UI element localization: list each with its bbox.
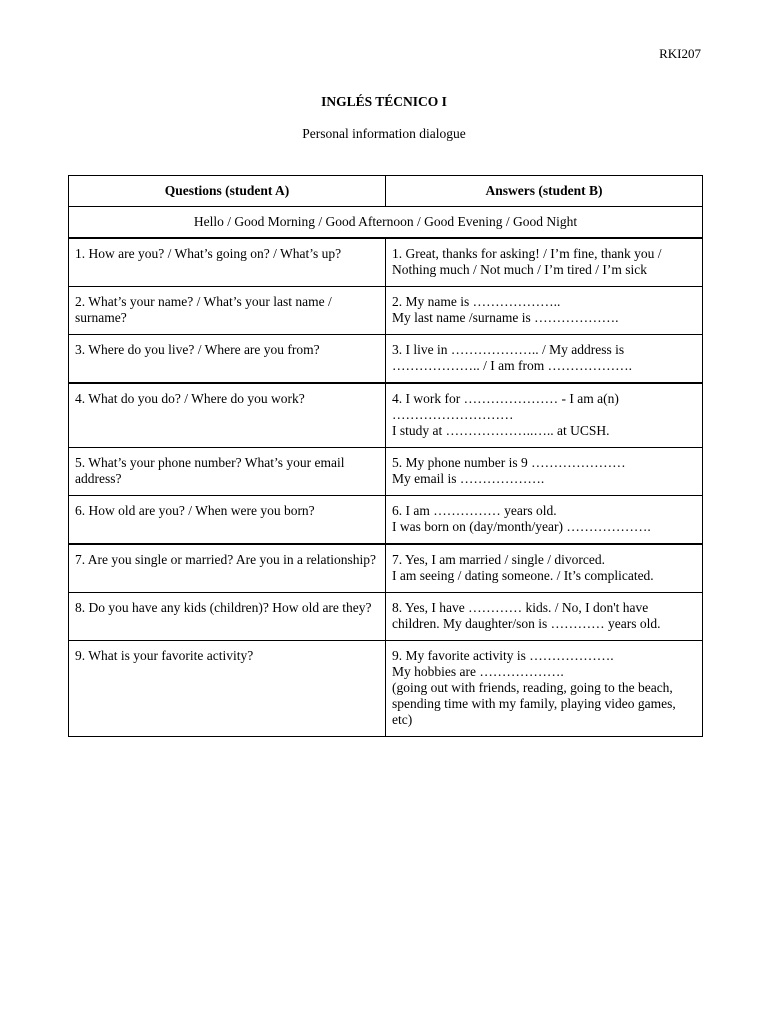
answer-line: I study at ………………..….. at UCSH. <box>392 423 610 438</box>
answer-line: 9. My favorite activity is ………………. <box>392 648 614 663</box>
answer-cell <box>386 593 703 641</box>
answer-line: 5. My phone number is 9 ………………… <box>392 455 626 470</box>
answer-line: 6. I am …………… years old. <box>392 503 557 518</box>
answer-line: I am seeing / dating someone. / It’s complicated. <box>392 568 654 583</box>
answer-cell <box>386 287 703 335</box>
answer-line: 2. My name is ……………….. <box>392 294 561 309</box>
answer-cell <box>386 544 703 593</box>
question-cell: 6. How old are you? / When were you born? <box>69 496 386 545</box>
answer-line: 8. Yes, I have ………… kids. / No, I don't have children. My daughter/son is ………… years old. <box>392 600 661 631</box>
table-row <box>69 335 703 384</box>
table-row <box>69 641 703 737</box>
answer-line: 3. I live in ……………….. / My address is ……………….. / I am from ………………. <box>392 342 632 373</box>
table-row <box>69 287 703 335</box>
table-row <box>69 383 703 448</box>
answer-line: (going out with friends, reading, going to the beach, spending time with my family, playing video games, etc) <box>392 680 676 727</box>
table-row <box>69 448 703 496</box>
answer-line: 1. Great, thanks for asking! / I’m fine, thank you / Nothing much / Not much / I’m tired / I’m sick <box>392 246 662 277</box>
question-cell: 9. What is your favorite activity? <box>69 641 386 737</box>
answer-cell <box>386 448 703 496</box>
question-cell: 3. Where do you live? / Where are you from? <box>69 335 386 384</box>
greeting-cell: Hello / Good Morning / Good Afternoon / Good Evening / Good Night <box>69 207 703 239</box>
answer-line: I was born on (day/month/year) ………………. <box>392 519 651 534</box>
answer-cell <box>386 335 703 384</box>
answer-cell <box>386 383 703 448</box>
answer-cell <box>386 238 703 287</box>
answer-cell <box>386 496 703 545</box>
answer-line: My last name /surname is ………………. <box>392 310 619 325</box>
table-header-row <box>69 176 703 207</box>
answers-column-header: Answers (student B) <box>386 176 703 207</box>
table-row <box>69 238 703 287</box>
greeting-row <box>69 207 703 239</box>
answer-line: My hobbies are ………………. <box>392 664 564 679</box>
document-code: RKI207 <box>659 46 701 61</box>
table-row <box>69 496 703 545</box>
question-cell: 5. What’s your phone number? What’s your email address? <box>69 448 386 496</box>
question-cell: 7. Are you single or married? Are you in a relationship? <box>69 544 386 593</box>
table-row <box>69 593 703 641</box>
question-cell: 4. What do you do? / Where do you work? <box>69 383 386 448</box>
question-cell: 2. What’s your name? / What’s your last name / surname? <box>69 287 386 335</box>
answer-line: 7. Yes, I am married / single / divorced. <box>392 552 605 567</box>
answer-cell <box>386 641 703 737</box>
questions-column-header: Questions (student A) <box>69 176 386 207</box>
table-row <box>69 544 703 593</box>
document-subtitle: Personal information dialogue <box>302 126 466 141</box>
dialogue-table <box>68 175 703 737</box>
question-cell: 8. Do you have any kids (children)? How old are they? <box>69 593 386 641</box>
answer-line: 4. I work for ………………… - I am a(n) ……………………… <box>392 391 619 422</box>
question-cell: 1. How are you? / What’s going on? / What’s up? <box>69 238 386 287</box>
document-title: INGLÉS TÉCNICO I <box>321 94 447 109</box>
answer-line: My email is ………………. <box>392 471 545 486</box>
